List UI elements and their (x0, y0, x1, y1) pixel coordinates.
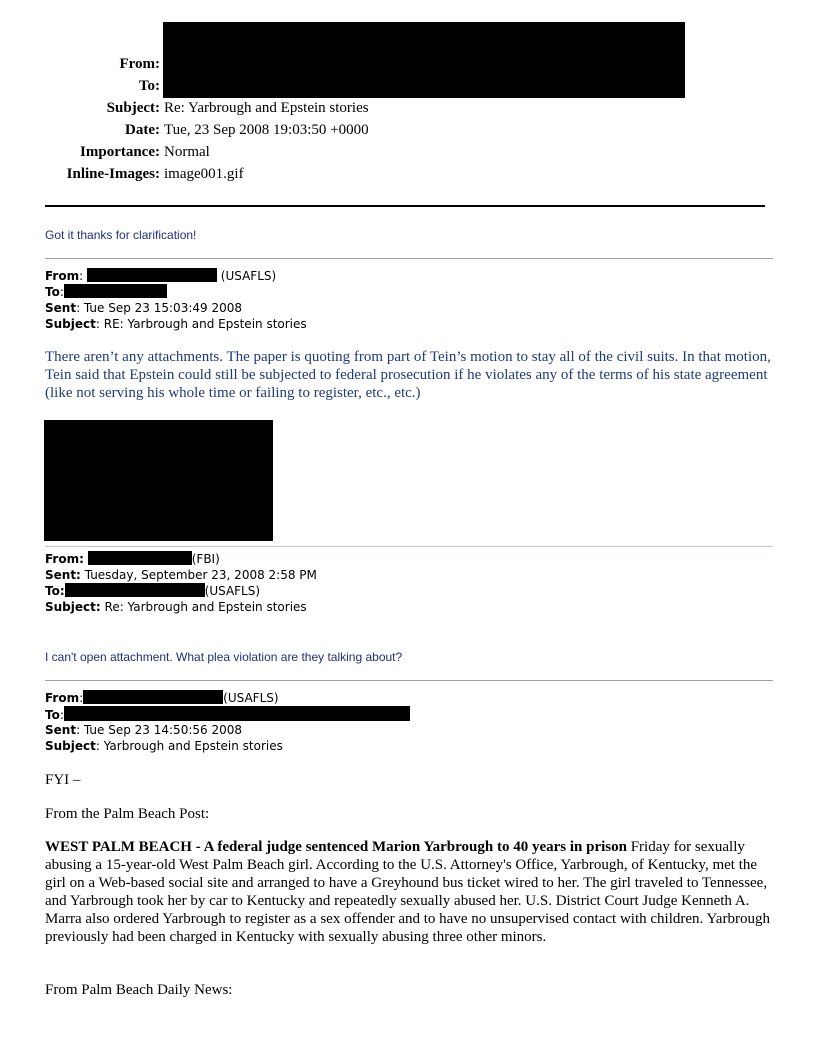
message-divider (45, 680, 773, 681)
msg2-subject-line: Subject: RE: Yarbrough and Epstein stories (45, 317, 307, 331)
msg4-fyi: FYI – (45, 772, 81, 788)
msg2-from-label: From (45, 269, 80, 283)
msg2-from-line: From: (USAFLS) (45, 269, 277, 283)
msg3-subject: Re: Yarbrough and Epstein stories (104, 600, 307, 614)
msg3-to-label: To: (45, 584, 65, 598)
redacted-recipient (65, 583, 205, 597)
redacted-recipient (64, 284, 167, 298)
header-inline-images: image001.gif (164, 166, 244, 182)
article-body: Friday for sexually abusing a 15-year-old West Palm Beach girl. According to the U.S. Attorney's Office, Yarbrough, of Kentucky, met the girl on a Web-based social site and arranged to have a Greyhound bus ticket wired to her. The girl traveled to Tennessee, and Yarbrough took her by car to Kentucky and repeatedly sexually abused her. U.S. District Court Judge Kenneth A. Marra also ordered Yarbrough to register as a sex offender and to have no unsupervised contact with children. Yarbrough previously had been charged in Kentucky with sexually abusing three other minors. (45, 839, 770, 945)
redacted-sender (87, 268, 217, 282)
msg4-subject-line: Subject: Yarbrough and Epstein stories (45, 739, 283, 753)
redacted-sender (88, 551, 192, 565)
msg3-to-line (45, 583, 260, 599)
message-divider (45, 546, 773, 547)
msg3-sent-line (45, 567, 317, 583)
msg4-sent-label: Sent (45, 723, 77, 737)
message-divider (45, 258, 773, 259)
msg3-subject-line (45, 599, 307, 615)
article-headline: WEST PALM BEACH - A federal judge sentenced Marion Yarbrough to 40 years in prison (45, 839, 627, 855)
msg2-to-line: To: (45, 284, 167, 300)
msg2-sent: Tue Sep 23 15:03:49 2008 (83, 301, 242, 315)
header-date: Tue, 23 Sep 2008 19:03:50 +0000 (164, 122, 369, 138)
msg2-body: There aren’t any attachments. The paper is quoting from part of Tein’s motion to stay all of the civil suits. In that motion, Tein said that Epstein could still be subjected to federal prosecution if he violates any of the terms of his state agreement (like not serving his whole time or failing to register, etc., etc.) (45, 349, 771, 401)
msg4-sent-line: Sent: Tue Sep 23 14:50:56 2008 (45, 723, 242, 737)
redacted-header-block (163, 22, 685, 98)
header-importance-label: Importance: (80, 144, 160, 160)
msg4-from-suffix: (USAFLS) (223, 691, 279, 705)
msg4-subject-label: Subject (45, 739, 96, 753)
header-subject-label: Subject: (106, 100, 160, 116)
redacted-sender (83, 690, 223, 704)
msg4-from-label: From (45, 691, 80, 705)
msg4-source-daily-news: From Palm Beach Daily News: (45, 982, 233, 998)
msg2-from-suffix: (USAFLS) (220, 269, 277, 283)
reply-body: Got it thanks for clarification! (45, 228, 197, 242)
header-subject: Re: Yarbrough and Epstein stories (164, 100, 369, 116)
msg3-subject-label: Subject: (45, 600, 101, 614)
msg2-to-label: To (45, 285, 60, 299)
msg2-subject-label: Subject (45, 317, 96, 331)
msg3-from-suffix: (FBI) (191, 552, 220, 566)
msg2-sent-line: Sent: Tue Sep 23 15:03:49 2008 (45, 301, 242, 315)
header-importance: Normal (164, 144, 210, 160)
msg4-article (45, 838, 775, 946)
msg4-to-line: To: (45, 706, 410, 723)
msg4-to-label: To (45, 708, 60, 722)
msg3-body: I can't open attachment. What plea violation are they talking about? (45, 650, 403, 664)
header-to-label: To: (138, 78, 160, 94)
msg4-source-post: From the Palm Beach Post: (45, 806, 210, 822)
msg2-subject: RE: Yarbrough and Epstein stories (103, 317, 307, 331)
msg3-sent-label: Sent: (45, 568, 81, 582)
redacted-signature-block (44, 420, 273, 541)
header-from-label: From: (119, 56, 160, 72)
msg3-from-line (45, 551, 220, 567)
redacted-recipient (64, 706, 410, 721)
header-date-label: Date: (125, 122, 160, 138)
msg4-subject: Yarbrough and Epstein stories (103, 739, 283, 753)
msg3-from-label: From: (45, 552, 84, 566)
msg3-sent: Tuesday, September 23, 2008 2:58 PM (84, 568, 317, 582)
msg3-to-suffix: (USAFLS) (204, 584, 261, 598)
header-divider (45, 205, 765, 207)
header-inline-images-label: Inline-Images: (66, 166, 160, 182)
msg2-sent-label: Sent (45, 301, 77, 315)
msg4-sent: Tue Sep 23 14:50:56 2008 (83, 723, 242, 737)
msg4-from-line: From: (USAFLS) (45, 691, 279, 705)
